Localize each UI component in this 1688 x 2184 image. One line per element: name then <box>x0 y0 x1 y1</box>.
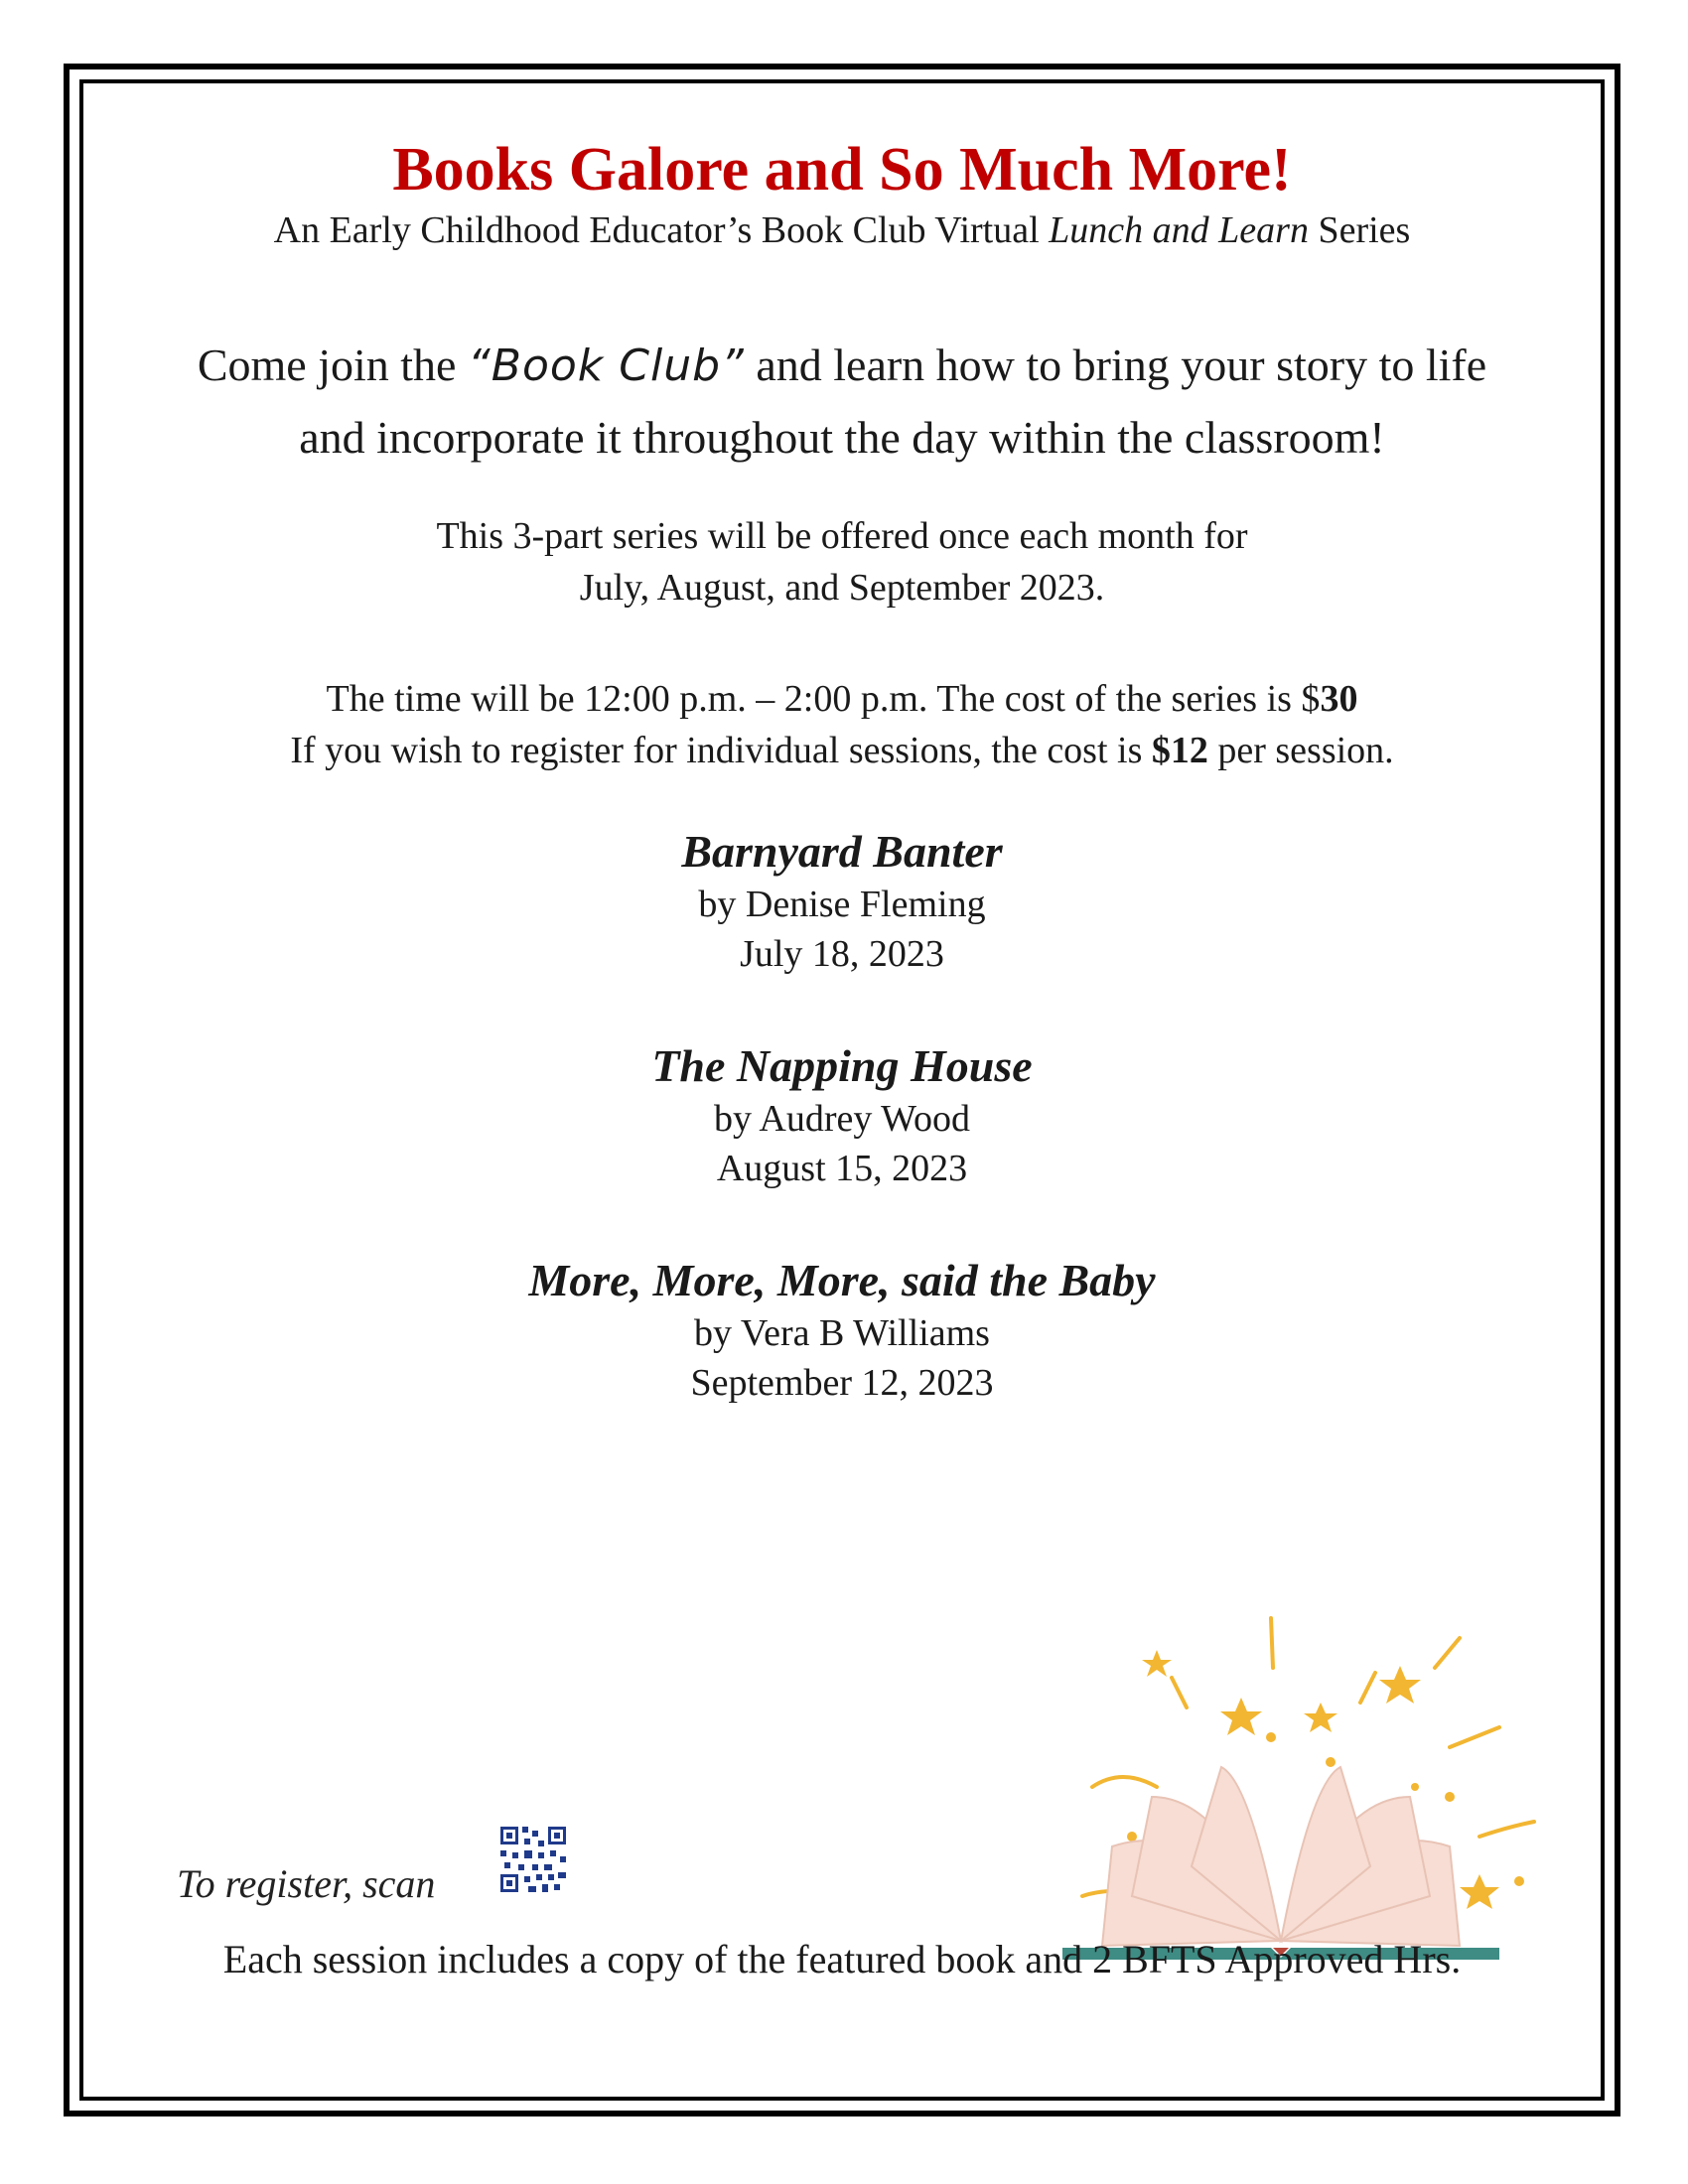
cost-line-2-prefix: If you wish to register for individual sessions, the cost is <box>290 730 1152 771</box>
flyer-subtitle <box>89 208 1595 252</box>
intro-line-1 <box>89 330 1595 402</box>
session-price: $12 <box>1151 730 1208 771</box>
subtitle-suffix: Series <box>1308 209 1411 251</box>
book-author: by Denise Fleming <box>698 884 986 925</box>
book-date: September 12, 2023 <box>690 1362 994 1404</box>
subtitle-prefix: An Early Childhood Educator’s Book Club Virtual <box>273 209 1050 251</box>
subtitle-italic: Lunch and Learn <box>1049 209 1309 251</box>
qr-code-icon[interactable] <box>498 1825 568 1894</box>
register-label: To register, scan <box>177 1861 436 1906</box>
book-title: More, More, More, said the Baby <box>528 1255 1156 1305</box>
book-date: July 18, 2023 <box>740 933 944 975</box>
book-title: Barnyard Banter <box>681 826 1003 877</box>
series-price: 30 <box>1320 678 1358 720</box>
intro-prefix: Come join the <box>197 340 468 390</box>
book-author: by Vera B Williams <box>694 1312 990 1354</box>
cost-line-2 <box>89 725 1595 776</box>
series-line-1: This 3-part series will be offered once each month for <box>436 515 1248 557</box>
book-entry-2 <box>89 1038 1595 1193</box>
book-club-script: “Book Club” <box>467 341 745 391</box>
intro-paragraph <box>89 330 1595 474</box>
series-info <box>89 510 1595 614</box>
intro-line-2: and incorporate it throughout the day within the classroom! <box>299 412 1385 463</box>
cost-line-1 <box>89 673 1595 725</box>
book-title: The Napping House <box>651 1040 1033 1091</box>
series-line-2: July, August, and September 2023. <box>579 567 1105 609</box>
book-entry-3 <box>89 1253 1595 1408</box>
cost-info <box>89 673 1595 776</box>
book-entry-1 <box>89 824 1595 979</box>
cost-line-2-suffix: per session. <box>1207 730 1394 771</box>
footer-note: Each session includes a copy of the featured book and 2 BFTS Approved Hrs. <box>222 1937 1462 1981</box>
book-date: August 15, 2023 <box>716 1148 968 1189</box>
book-author: by Audrey Wood <box>713 1098 970 1140</box>
flyer-title: Books Galore and So Much More! <box>392 136 1292 204</box>
cost-line-1-prefix: The time will be 12:00 p.m. – 2:00 p.m. The cost of the series is $ <box>326 678 1321 720</box>
intro-suffix: and learn how to bring your story to life <box>744 340 1487 390</box>
